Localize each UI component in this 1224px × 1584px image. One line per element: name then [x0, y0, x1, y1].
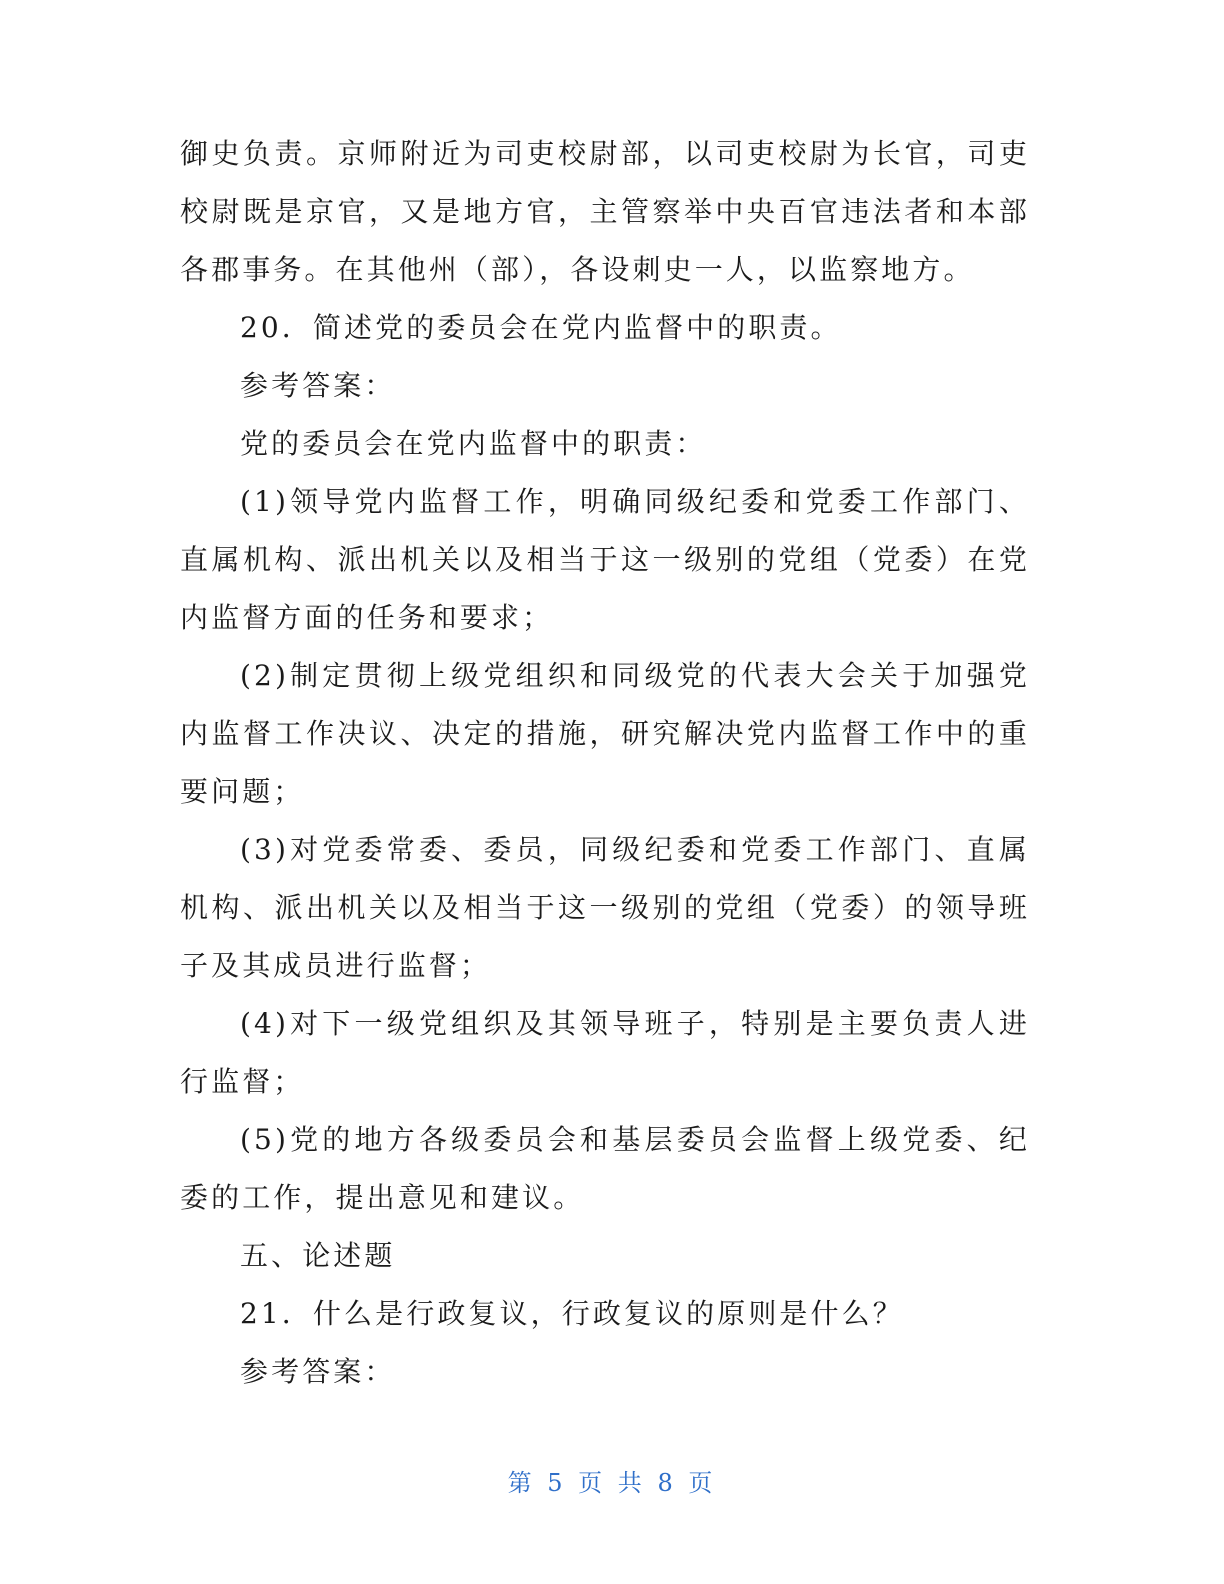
question-20: 20．简述党的委员会在党内监督中的职责。: [240, 311, 842, 344]
answer-label: 参考答案：: [240, 1355, 396, 1388]
page-number-footer: 第 5 页 共 8 页: [507, 1469, 717, 1497]
answer-item-3: (3)对党委常委、委员，同级纪委和党委工作部门、直属机构、派出机关以及相当于这一级别的党组（党委）的领导班子及其成员进行监督；: [180, 833, 1030, 982]
answer-item-1: (1)领导党内监督工作，明确同级纪委和党委工作部门、直属机构、派出机关以及相当于这一级别的党组（党委）在党内监督方面的任务和要求；: [180, 485, 1030, 634]
section-heading: 五、论述题: [240, 1239, 396, 1272]
question-21: 21．什么是行政复议，行政复议的原则是什么？: [240, 1297, 904, 1330]
answer-intro: 党的委员会在党内监督中的职责：: [240, 427, 707, 460]
answer-item-4: (4)对下一级党组织及其领导班子，特别是主要负责人进行监督；: [180, 1007, 1030, 1098]
answer-label: 参考答案：: [240, 369, 396, 402]
document-body: [180, 125, 1030, 1401]
answer-item-2: (2)制定贯彻上级党组织和同级党的代表大会关于加强党内监督工作决议、决定的措施，研究解决党内监督工作中的重要问题；: [180, 659, 1030, 808]
answer-item-5: (5)党的地方各级委员会和基层委员会监督上级党委、纪委的工作，提出意见和建议。: [180, 1123, 1030, 1214]
paragraph-continuation: 御史负责。京师附近为司吏校尉部，以司吏校尉为长官，司吏校尉既是京官，又是地方官，主管察举中央百官违法者和本部各郡事务。在其他州（部），各设刺史一人，以监察地方。: [180, 137, 1030, 286]
